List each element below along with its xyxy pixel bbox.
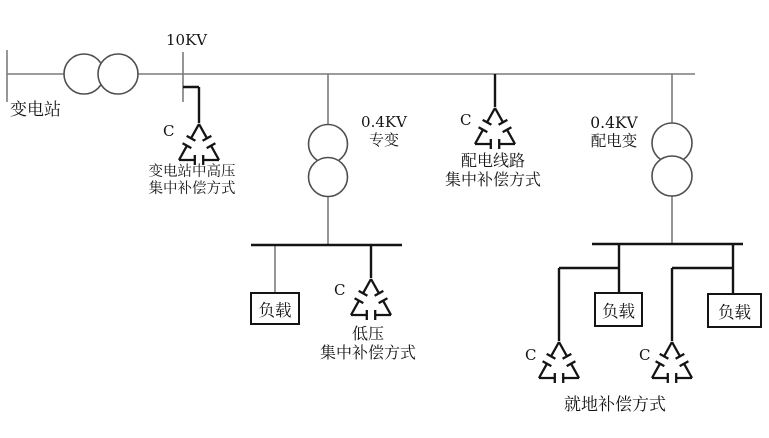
- line-compensation-label: [445, 152, 541, 190]
- dedicated-transformer-name: 专变: [368, 130, 399, 149]
- local-capacitor-bank2-icon: [652, 342, 692, 383]
- dedicated-transformer-voltage: 0.4KV: [361, 113, 407, 131]
- lv-compensation-label: [320, 325, 416, 363]
- local-capacitor-bank1-icon: [539, 342, 579, 383]
- capacitor-label: C: [163, 122, 175, 140]
- substation-label: 变电站: [10, 100, 61, 120]
- line-compensation-line2: 集中补偿方式: [444, 169, 542, 189]
- load-label: 负载: [602, 301, 635, 321]
- lv-compensation-line2: 集中补偿方式: [319, 342, 417, 362]
- distribution-transformer-name: 配电变: [590, 132, 638, 151]
- hv-compensation-label: [149, 164, 236, 198]
- capacitor-label: C: [639, 346, 651, 364]
- load-label: 负载: [258, 300, 292, 320]
- hv-capacitor-branch: [183, 87, 199, 123]
- hv-compensation-line2: 集中补偿方式: [148, 181, 236, 198]
- hv-compensation-line1: 变电站中高压: [148, 164, 236, 180]
- main-transformer-icon: [64, 54, 138, 94]
- capacitor-label: C: [334, 281, 346, 299]
- lv-capacitor-bank-icon: [351, 279, 391, 320]
- load-box: [250, 292, 300, 325]
- distribution-transformer-icon: [652, 123, 692, 196]
- distribution-transformer-voltage: 0.4KV: [590, 114, 638, 132]
- hv-capacitor-bank-icon: [179, 124, 219, 165]
- local-compensation-label: 就地补偿方式: [564, 395, 666, 415]
- bus-voltage-label: 10KV: [166, 31, 208, 49]
- line-compensation-line1: 配电线路: [460, 151, 526, 170]
- capacitor-label: C: [525, 346, 537, 364]
- load-box: [594, 292, 643, 327]
- distribution-transformer-label: [590, 114, 637, 151]
- dedicated-transformer-icon: [309, 125, 348, 197]
- load-box: [707, 293, 762, 328]
- capacitor-label: C: [460, 111, 472, 129]
- line-capacitor-bank-icon: [475, 108, 515, 149]
- dedicated-transformer-label: [361, 114, 407, 149]
- lv-compensation-line1: 低压: [351, 324, 385, 343]
- load-label: 负载: [718, 302, 751, 322]
